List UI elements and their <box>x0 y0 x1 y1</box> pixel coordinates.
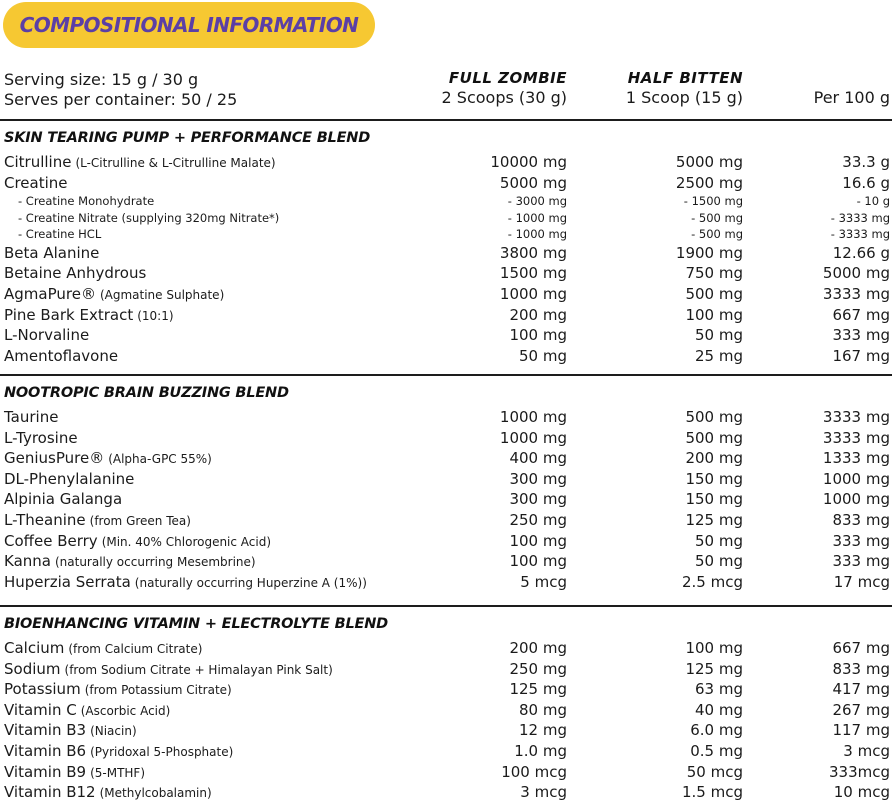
per-100g-amount: 333mcg <box>828 762 890 781</box>
section-title: BIOENHANCING VITAMIN + ELECTROLYTE BLEND <box>4 616 389 632</box>
ingredient-note: (from Potassium Citrate) <box>84 683 232 698</box>
ingredient-main-name: Vitamin C <box>4 700 77 719</box>
half-bitten-amount: 500 mg <box>685 408 743 426</box>
full-zombie-amount: 300 mg <box>509 490 567 509</box>
page-title: COMPOSITIONAL INFORMATION <box>19 13 359 37</box>
ingredient-name <box>4 325 89 345</box>
serves-per-container: Serves per container: 50 / 25 <box>4 90 238 109</box>
half-bitten-amount: 50 mcg <box>686 762 743 781</box>
full-zombie-serving: 2 Scoops (30 g) <box>441 88 567 107</box>
ingredient-main-name: Amentoflavone <box>4 346 119 365</box>
per-100g-amount: 417 mg <box>832 680 890 699</box>
ingredient-name <box>18 226 101 242</box>
ingredient-name <box>4 469 134 489</box>
ingredient-name <box>4 659 333 680</box>
ingredient-name <box>4 510 191 531</box>
full-zombie-label: FULL ZOMBIE <box>448 69 567 87</box>
per-100g-amount: 667 mg <box>832 305 890 324</box>
half-bitten-amount: 500 mg <box>685 428 743 447</box>
full-zombie-amount: 5000 mg <box>499 173 567 192</box>
ingredient-main-name: L-Norvaline <box>4 326 90 345</box>
per-100g-label: Per 100 g <box>813 88 890 107</box>
title-banner <box>3 2 375 48</box>
ingredient-name <box>4 428 78 448</box>
per-100g-amount: 5000 mg <box>822 264 890 283</box>
ingredient-name <box>4 741 233 762</box>
full-zombie-amount: 100 mcg <box>501 762 567 781</box>
per-100g-amount: 333 mg <box>832 326 890 345</box>
per-100g-amount: 333 mg <box>832 552 890 571</box>
ingredient-name <box>4 284 224 305</box>
per-100g-amount: - 3333 mg <box>830 227 890 242</box>
half-bitten-amount: 125 mg <box>685 511 743 529</box>
ingredient-note: (Min. 40% Chlorogenic Acid) <box>101 534 272 549</box>
full-zombie-amount: - 3000 mg <box>507 194 567 209</box>
half-bitten-amount: 125 mg <box>685 659 743 678</box>
per-100g-amount: - 10 g <box>856 194 890 209</box>
ingredient-note: (Niacin) <box>90 724 137 739</box>
ingredient-main-name: Kanna <box>4 552 51 571</box>
ingredient-name <box>4 551 256 572</box>
full-zombie-amount: - 1000 mg <box>507 210 567 225</box>
per-100g-amount: 1000 mg <box>822 490 890 509</box>
ingredient-name <box>4 638 202 659</box>
half-bitten-amount: 150 mg <box>685 490 743 509</box>
ingredient-main-name: Potassium <box>4 680 81 699</box>
serving-size: Serving size: 15 g / 30 g <box>4 70 199 89</box>
per-100g-amount: 117 mg <box>832 721 890 740</box>
per-100g-amount: 667 mg <box>832 639 890 657</box>
ingredient-note: (5-MTHF) <box>90 765 145 780</box>
ingredient-main-name: Vitamin B12 <box>4 783 96 802</box>
ingredient-note: (from Sodium Citrate + Himalayan Pink Salt) <box>64 662 333 677</box>
ingredient-name <box>4 679 232 700</box>
full-zombie-amount: 300 mg <box>509 469 567 488</box>
ingredient-name <box>4 152 276 173</box>
half-bitten-amount: - 500 mg <box>691 227 743 242</box>
half-bitten-label: HALF BITTEN <box>627 69 743 87</box>
half-bitten-amount: 50 mg <box>695 531 743 550</box>
half-bitten-amount: 150 mg <box>685 469 743 488</box>
ingredient-main-name: - Creatine HCL <box>18 227 102 242</box>
ingredient-main-name: Betaine Anhydrous <box>4 264 147 283</box>
half-bitten-serving: 1 Scoop (15 g) <box>625 88 743 107</box>
ingredient-main-name: Pine Bark Extract <box>4 305 134 324</box>
full-zombie-amount: 100 mg <box>509 531 567 550</box>
full-zombie-amount: 1000 mg <box>499 408 567 426</box>
ingredient-note: (naturally occurring Mesembrine) <box>54 555 256 570</box>
ingredient-name <box>4 720 137 741</box>
column-header-half <box>626 68 743 108</box>
ingredient-name <box>4 700 170 721</box>
half-bitten-amount: 50 mg <box>695 552 743 571</box>
ingredient-main-name: Huperzia Serrata <box>4 572 131 591</box>
half-bitten-amount: 5000 mg <box>675 153 743 171</box>
ingredient-name <box>18 193 154 209</box>
per-100g-amount: 833 mg <box>832 511 890 529</box>
section-title: SKIN TEARING PUMP + PERFORMANCE BLEND <box>4 130 371 146</box>
ingredient-note: (Ascorbic Acid) <box>80 703 171 718</box>
full-zombie-amount: 10000 mg <box>490 153 567 171</box>
ingredient-name <box>4 263 146 283</box>
ingredient-name <box>4 346 118 366</box>
section-divider <box>0 119 892 121</box>
half-bitten-amount: 6.0 mg <box>690 721 743 740</box>
full-zombie-amount: 50 mg <box>519 346 567 365</box>
ingredient-main-name: Beta Alanine <box>4 243 100 262</box>
half-bitten-amount: 2.5 mcg <box>681 572 743 591</box>
ingredient-note: (Methylcobalamin) <box>99 786 212 801</box>
ingredient-name <box>4 173 68 193</box>
half-bitten-amount: 50 mg <box>695 326 743 345</box>
half-bitten-amount: 40 mg <box>695 700 743 719</box>
ingredient-name <box>4 572 367 593</box>
per-100g-amount: 267 mg <box>832 700 890 719</box>
per-100g-amount: 167 mg <box>832 346 890 365</box>
half-bitten-amount: 25 mg <box>695 346 743 365</box>
half-bitten-amount: 1.5 mcg <box>681 783 743 802</box>
ingredient-note: (Agmatine Sulphate) <box>99 287 225 302</box>
ingredient-note: (Pyridoxal 5-Phosphate) <box>90 745 234 759</box>
column-header-per100 <box>814 88 890 108</box>
ingredient-note: (from Calcium Citrate) <box>68 642 203 656</box>
ingredient-name <box>4 407 58 427</box>
per-100g-amount: 1333 mg <box>822 449 890 468</box>
ingredient-main-name: Alpinia Galanga <box>4 490 123 509</box>
full-zombie-amount: 12 mg <box>519 721 567 740</box>
ingredient-name <box>4 448 212 469</box>
ingredient-note: (10:1) <box>137 308 174 323</box>
per-100g-amount: 3333 mg <box>822 284 890 303</box>
ingredient-name <box>4 762 145 783</box>
section-title: NOOTROPIC BRAIN BUZZING BLEND <box>4 385 289 401</box>
half-bitten-amount: 0.5 mg <box>690 742 743 760</box>
full-zombie-amount: 80 mg <box>519 700 567 719</box>
half-bitten-amount: 100 mg <box>685 305 743 324</box>
per-100g-amount: 17 mcg <box>833 572 890 591</box>
half-bitten-amount: 500 mg <box>685 284 743 303</box>
serving-info <box>4 70 237 110</box>
per-100g-amount: 1000 mg <box>822 469 890 488</box>
full-zombie-amount: 1500 mg <box>499 264 567 283</box>
full-zombie-amount: 400 mg <box>509 449 567 468</box>
ingredient-main-name: Vitamin B6 <box>4 742 87 760</box>
full-zombie-amount: 100 mg <box>509 326 567 345</box>
ingredient-main-name: Calcium <box>4 639 65 657</box>
per-100g-amount: 333 mg <box>832 531 890 550</box>
ingredient-main-name: Sodium <box>4 659 61 678</box>
full-zombie-amount: 250 mg <box>509 511 567 529</box>
ingredient-main-name: Vitamin B3 <box>4 721 87 740</box>
ingredient-main-name: L-Theanine <box>4 511 86 529</box>
ingredient-name <box>4 489 122 509</box>
per-100g-amount: 16.6 g <box>842 173 890 192</box>
full-zombie-amount: 100 mg <box>509 552 567 571</box>
section-divider <box>0 374 892 376</box>
per-100g-amount: 12.66 g <box>832 243 890 262</box>
column-header-full <box>442 68 567 108</box>
half-bitten-amount: 2500 mg <box>675 173 743 192</box>
full-zombie-amount: 250 mg <box>509 659 567 678</box>
ingredient-main-name: Taurine <box>4 408 59 426</box>
ingredient-name <box>4 305 174 326</box>
ingredient-name <box>18 210 279 226</box>
ingredient-main-name: Creatine <box>4 173 68 192</box>
full-zombie-amount: 5 mcg <box>520 572 567 591</box>
full-zombie-amount: 200 mg <box>509 639 567 657</box>
full-zombie-amount: 1.0 mg <box>514 742 567 760</box>
ingredient-note: (L-Citrulline & L-Citrulline Malate) <box>75 156 276 170</box>
full-zombie-amount: 3800 mg <box>499 243 567 262</box>
per-100g-amount: 3 mcg <box>843 742 890 760</box>
half-bitten-amount: 750 mg <box>685 264 743 283</box>
ingredient-main-name: DL-Phenylalanine <box>4 469 135 488</box>
full-zombie-amount: 1000 mg <box>499 428 567 447</box>
ingredient-main-name: Citrulline <box>4 153 72 171</box>
ingredient-name <box>4 531 271 552</box>
ingredient-main-name: GeniusPure® <box>4 449 105 468</box>
ingredient-main-name: - Creatine Monohydrate <box>18 194 155 209</box>
ingredient-main-name: Coffee Berry <box>4 531 98 550</box>
half-bitten-amount: - 1500 mg <box>683 194 743 209</box>
ingredient-note: (from Green Tea) <box>89 514 191 528</box>
half-bitten-amount: 200 mg <box>685 449 743 468</box>
full-zombie-amount: 125 mg <box>509 680 567 699</box>
ingredient-name <box>4 243 99 263</box>
full-zombie-amount: - 1000 mg <box>507 227 567 242</box>
per-100g-amount: 3333 mg <box>822 408 890 426</box>
per-100g-amount: 33.3 g <box>842 153 890 171</box>
per-100g-amount: 3333 mg <box>822 428 890 447</box>
per-100g-amount: - 3333 mg <box>830 210 890 225</box>
half-bitten-amount: 100 mg <box>685 639 743 657</box>
half-bitten-amount: 1900 mg <box>675 243 743 262</box>
full-zombie-amount: 1000 mg <box>499 284 567 303</box>
per-100g-amount: 833 mg <box>832 659 890 678</box>
ingredient-main-name: AgmaPure® <box>4 284 96 303</box>
ingredient-note: (naturally occurring Huperzine A (1%)) <box>134 575 367 590</box>
full-zombie-amount: 200 mg <box>509 305 567 324</box>
per-100g-amount: 10 mcg <box>833 783 890 802</box>
half-bitten-amount: 63 mg <box>695 680 743 699</box>
ingredient-name <box>4 782 212 803</box>
full-zombie-amount: 3 mcg <box>520 783 567 802</box>
ingredient-main-name: Vitamin B9 <box>4 762 87 781</box>
ingredient-main-name: - Creatine Nitrate (supplying 320mg Nitrate*) <box>18 210 280 225</box>
section-divider <box>0 605 892 607</box>
ingredient-main-name: L-Tyrosine <box>4 428 78 447</box>
half-bitten-amount: - 500 mg <box>691 210 743 225</box>
ingredient-note: (Alpha-GPC 55%) <box>108 452 212 467</box>
